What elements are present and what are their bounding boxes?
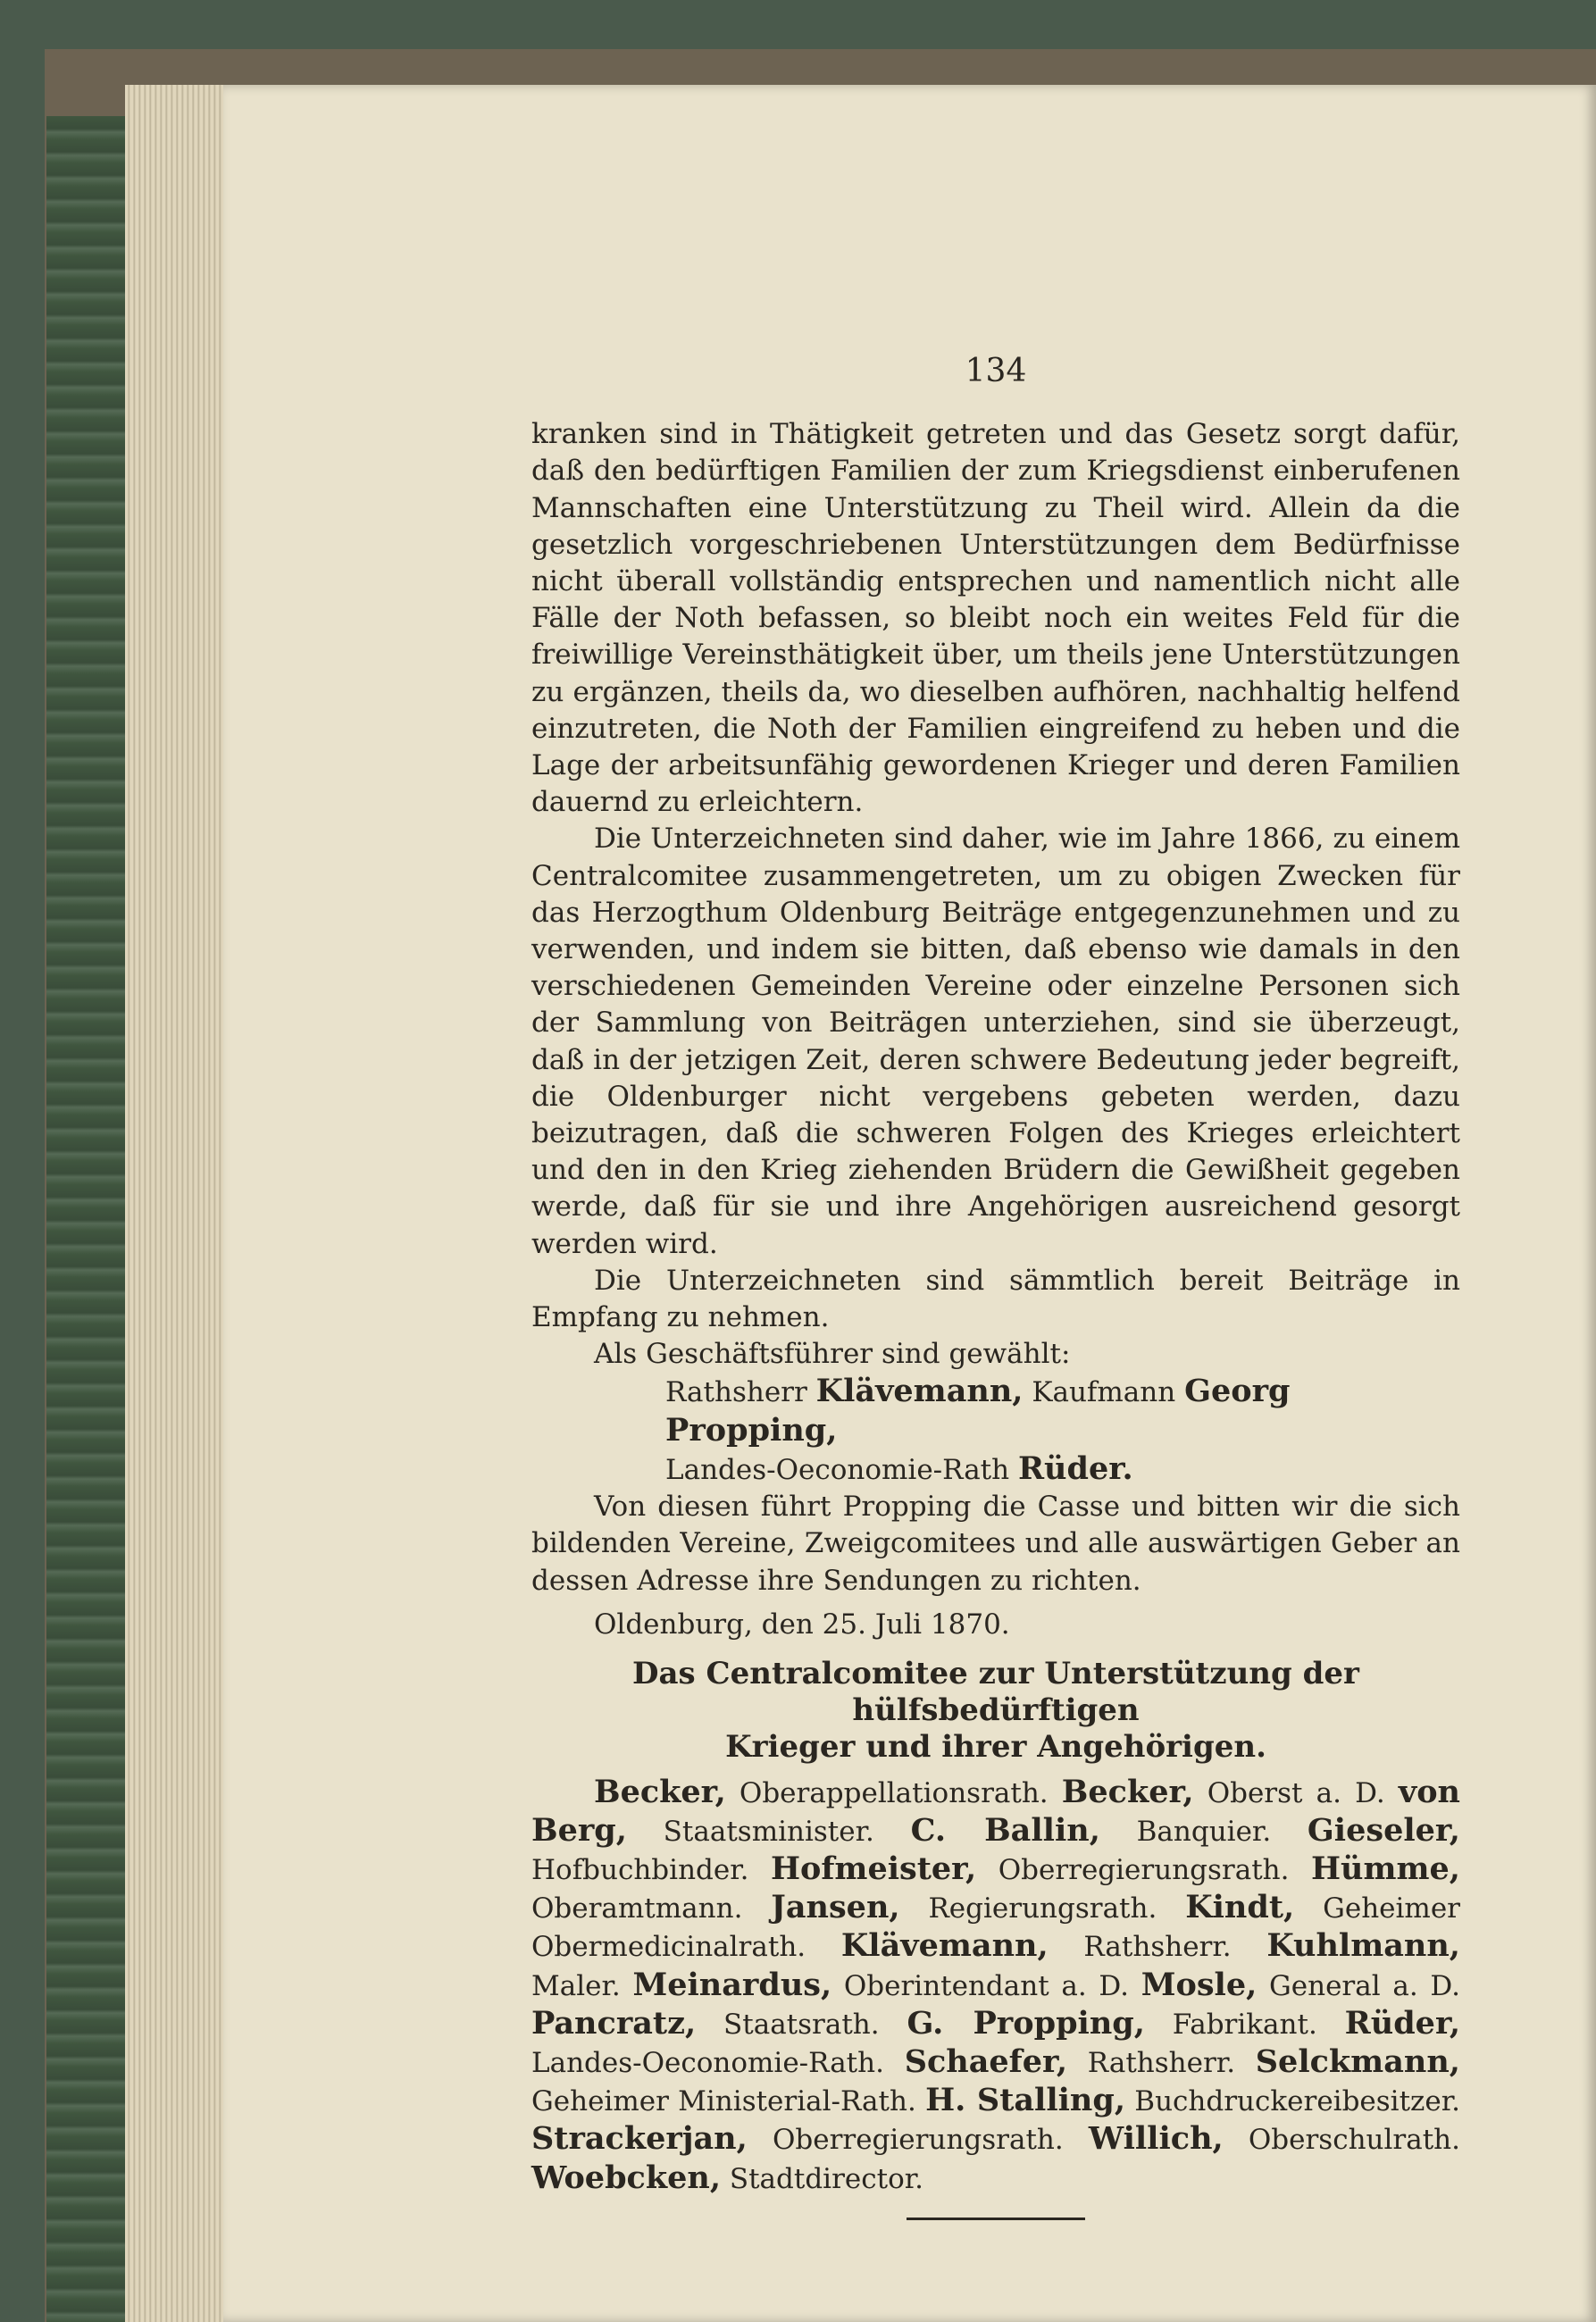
- closing-rule: [907, 2218, 1085, 2220]
- member-title: Oberintendant a. D.: [831, 1969, 1141, 2002]
- member-title: Buchdruckereibesitzer.: [1125, 2085, 1460, 2118]
- paragraph-1: kranken sind in Thätigkeit getreten und das Gesetz sorgt dafür, daß den bedürftigen Familien der zum Kriegsdienst einberufenen Mannschaften eine Unterstützung zu Theil wird. Allein da die gesetzlich vorgeschriebenen Unterstützungen dem Bedürfnisse nicht überall vollständig entsprechen und namentlich nicht alle Fälle der Noth befassen, so bleibt noch ein weites Feld für die freiwillige Vereinsthätigkeit über, um theils jene Unterstützungen zu ergänzen, theils da, wo dieselben aufhören, nachhaltig helfend einzutreten, die Noth der Familien eingreifend zu heben und die Lage der arbeitsunfähig gewordenen Krieger und deren Familien dauernd zu erleichtern.: [531, 418, 1460, 819]
- manager-title: Landes-Oeconomie-Rath: [665, 1453, 1018, 1486]
- manager-title: Kaufmann: [1023, 1376, 1185, 1409]
- member-title: Oberschulrath.: [1223, 2124, 1460, 2157]
- member-name: Becker,: [594, 1773, 726, 1810]
- member-title: Stadtdirector.: [721, 2162, 924, 2195]
- member-name: Willich,: [1088, 2120, 1224, 2158]
- page-number: 134: [965, 353, 1027, 389]
- member-name: Mosle,: [1141, 1966, 1258, 2003]
- managers-line-1: [531, 1373, 1460, 1449]
- member-title: Oberamtmann.: [531, 1892, 772, 1925]
- member-list: [531, 1774, 1460, 2198]
- paragraph-2: Die Unterzeichneten sind daher, wie im Jahre 1866, zu einem Centralcomitee zusammengetreten, um zu obigen Zwecken für das Herzogthum Oldenburg Beiträge entgegenzunehmen und zu verwenden, und indem sie bitten, daß ebenso wie damals in den verschiedenen Gemeinden Vereine oder einzelne Personen sich der Sammlung von Beiträgen unterziehen, sind sie überzeugt, daß in der jetzigen Zeit, deren schwere Bedeutung jeder begreift, die Oldenburger nicht vergebens gebeten werden, dazu beizutragen, daß die schweren Folgen des Krieges erleichtert und den in den Krieg ziehenden Brüdern die Gewißheit gegeben werde, daß für sie und ihre Angehörigen ausreichend gesorgt werden wird.: [531, 823, 1460, 1260]
- member-name: Kuhlmann,: [1266, 1927, 1460, 1965]
- member-title: Banquier.: [1099, 1815, 1308, 1848]
- member-title: Staatsminister.: [626, 1815, 911, 1848]
- member-title: Geheimer Obermedicinalrath.: [531, 1892, 1460, 1964]
- book-spine: [46, 116, 131, 2322]
- manager-name: Klävemann,: [815, 1373, 1024, 1410]
- member-name: Strackerjan,: [531, 2120, 748, 2158]
- member-name: Woebcken,: [531, 2159, 721, 2196]
- member-title: Landes-Oeconomie-Rath.: [531, 2046, 905, 2079]
- member-name: Pancratz,: [531, 2004, 697, 2042]
- member-title: Rathsherr.: [1048, 1931, 1267, 1964]
- member-title: Hofbuchbinder.: [531, 1853, 771, 1886]
- member-name: von Berg,: [531, 1773, 1460, 1849]
- member-title: Fabrikant.: [1144, 2008, 1345, 2041]
- member-title: Maler.: [531, 1969, 633, 2002]
- member-title: Regierungsrath.: [899, 1892, 1186, 1925]
- member-name: Becker,: [1061, 1773, 1194, 1810]
- committee-title-line-2: Krieger und ihrer Angehörigen.: [725, 1729, 1266, 1766]
- page-text: [531, 353, 1460, 2220]
- manager-title: Rathsherr: [665, 1376, 816, 1409]
- member-name: C. Ballin,: [910, 1811, 1100, 1849]
- paragraph-3: Die Unterzeichneten sind sämmtlich bereit Beiträge in Empfang zu nehmen.: [531, 1264, 1460, 1334]
- member-name: Klävemann,: [840, 1927, 1049, 1965]
- member-title: General a. D.: [1257, 1969, 1460, 2002]
- member-name: Rüder,: [1344, 2004, 1461, 2042]
- member-name: Kindt,: [1185, 1889, 1295, 1926]
- manager-name: Rüder.: [1017, 1449, 1133, 1487]
- member-title: Oberregierungsrath.: [976, 1853, 1311, 1886]
- member-name: Gieseler,: [1307, 1811, 1460, 1849]
- member-name: Meinardus,: [632, 1966, 832, 2003]
- member-name: H. Stalling,: [925, 2082, 1126, 2119]
- member-name: Selckmann,: [1255, 2042, 1460, 2080]
- member-name: Hümme,: [1310, 1850, 1460, 1887]
- committee-title-line-1: Das Centralcomitee zur Unterstützung der hülfsbedürftigen: [632, 1655, 1359, 1729]
- managers-intro: Als Geschäftsführer sind gewählt:: [594, 1338, 1071, 1371]
- member-title: Rathsherr.: [1067, 2046, 1256, 2079]
- member-name: Schaefer,: [904, 2042, 1068, 2080]
- managers-line-2: [531, 1450, 1460, 1489]
- member-title: Oberregierungsrath.: [747, 2124, 1089, 2157]
- member-name: Hofmeister,: [770, 1850, 977, 1887]
- member-title: Oberst a. D.: [1193, 1776, 1399, 1809]
- date-line: Oldenburg, den 25. Juli 1870.: [594, 1608, 1010, 1641]
- member-title: Staatsrath.: [696, 2008, 907, 2041]
- committee-title: [531, 1656, 1460, 1767]
- manager-name: Georg Propping,: [665, 1373, 1291, 1449]
- member-name: Jansen,: [771, 1889, 900, 1926]
- member-title: Oberappellationsrath.: [725, 1776, 1062, 1809]
- member-name: G. Propping,: [907, 2004, 1145, 2042]
- member-title: Geheimer Ministerial-Rath.: [531, 2085, 926, 2118]
- closing-paragraph: Von diesen führt Propping die Casse und bitten wir die sich bildenden Vereine, Zweigcomitees und alle auswärtigen Geber an dessen Adresse ihre Sendungen zu richten.: [531, 1491, 1460, 1597]
